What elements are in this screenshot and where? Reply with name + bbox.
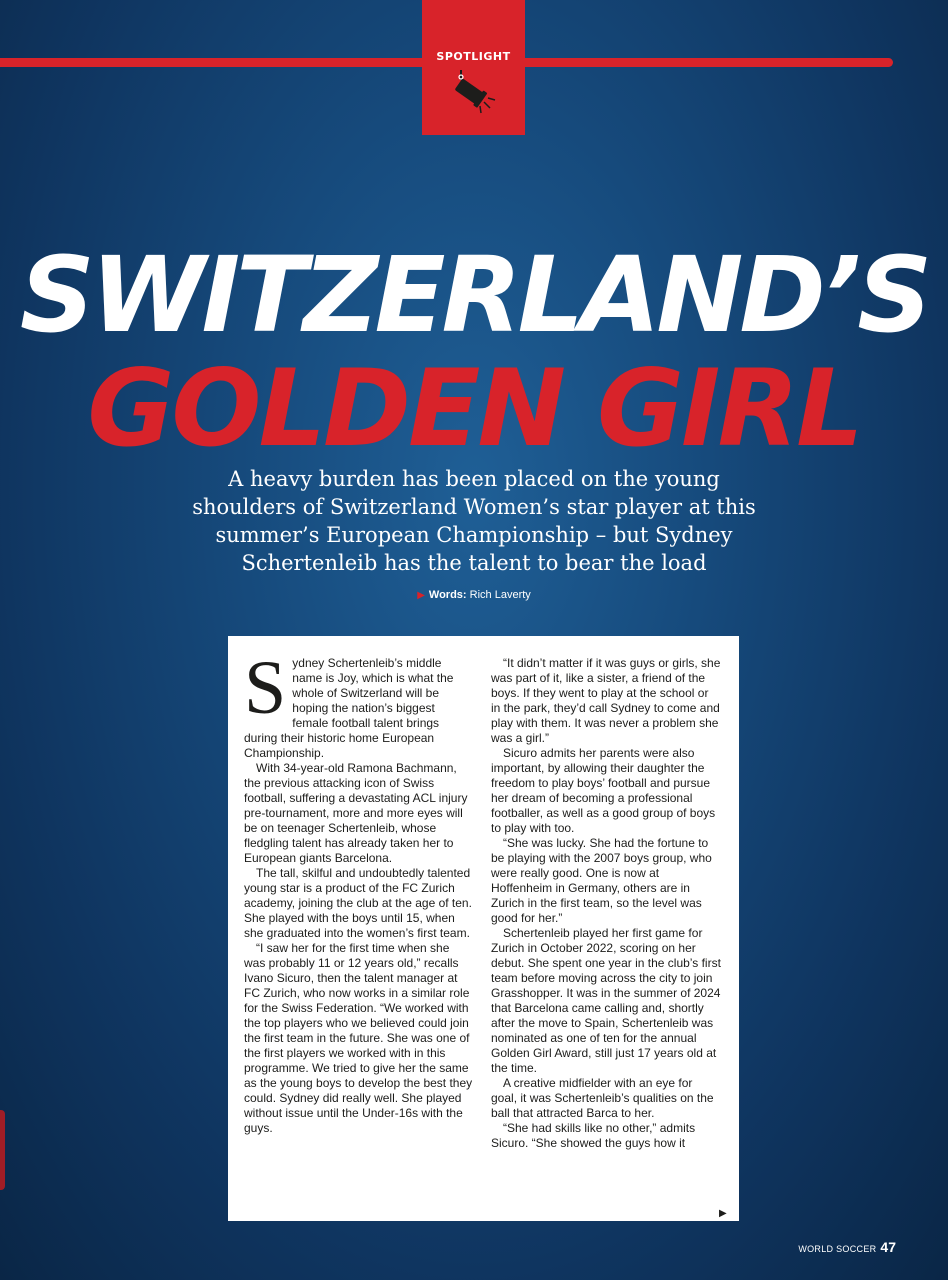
publication-name: WORLD SOCCER [798, 1244, 877, 1254]
article-panel [228, 636, 739, 1221]
article-column-left [244, 646, 474, 1136]
section-tab [422, 0, 525, 135]
article-paragraph: “It didn’t matter if it was guys or girls, she was part of it, like a sister, a friend of the boys. If they went to play at the school or in the park, they’d call Sydney to come and play with them. It was never a problem she was a girl.” [491, 656, 721, 745]
headline-line-2: GOLDEN GIRL [87, 347, 861, 470]
section-tag: SPOTLIGHT [436, 50, 511, 63]
article-paragraph: Sicuro admits her parents were also important, by allowing their daughter the freedom to play boys’ football and pursue her dream of becoming a professional footballer, as well as a good group of boys to play with too. [491, 746, 716, 835]
drop-cap: S [244, 646, 287, 730]
article-paragraph: With 34-year-old Ramona Bachmann, the previous attacking icon of Swiss football, suffering a devastating ACL injury pre-tournament, more and more eyes will be on teenager Schertenleib, whose fledgling talent has already taken her to European giants Barcelona. [244, 761, 468, 865]
article-paragraph-text: ydney Schertenleib’s middle name is Joy, which is what the whole of Switzerland will be hoping the nation’s biggest female football talent brings during their historic home European Championship. [244, 656, 454, 760]
article-paragraph: The tall, skilful and undoubtedly talented young star is a product of the FC Zurich academy, joining the club at the age of ten. She played with the boys until 15, when she graduated into the women’s first team. [244, 866, 472, 940]
article-paragraph [244, 646, 474, 761]
folio [798, 1239, 896, 1257]
standfirst-line: A heavy burden has been placed on the young [228, 467, 720, 491]
article-paragraph: A creative midfielder with an eye for goal, it was Schertenleib’s qualities on the ball that attracted Barca to her. [491, 1076, 714, 1120]
standfirst-line: shoulders of Switzerland Women’s star player at this [192, 495, 756, 519]
standfirst-line: summer’s European Championship – but Sydney [215, 523, 733, 547]
headline-line-1: SWITZERLAND’S [19, 234, 929, 356]
continue-arrow-icon: ▶ [719, 1208, 727, 1219]
byline-label: Words: [428, 589, 467, 601]
byline-author: Rich Laverty [469, 589, 531, 601]
standfirst [150, 465, 798, 577]
article-paragraph: Schertenleib played her first game for Zurich in October 2022, scoring on her debut. She spent one year in the club’s first team before moving across the city to join Grasshopper. It was in the summer of 2024 that Barcelona came calling and, shortly after the move to Spain, Schertenleib was nominated as one of ten for the annual Golden Girl Award, still just 17 years old at the time. [491, 926, 721, 1075]
play-triangle-icon: ▶ [417, 590, 425, 601]
standfirst-line: Schertenleib has the talent to bear the load [241, 551, 707, 575]
background-edge-shape [0, 1110, 5, 1190]
article-paragraph: “She was lucky. She had the fortune to be playing with the 2007 boys group, who were really good. One is now at Hoffenheim in Germany, others are in Zurich in the first team, so the level was good for her.” [491, 836, 712, 925]
article-column-right [491, 656, 721, 1151]
spotlight-lamp-icon [450, 68, 498, 116]
page-number: 47 [880, 1239, 896, 1255]
byline [0, 589, 948, 601]
article-paragraph: “I saw her for the first time when she was probably 11 or 12 years old,” recalls Ivano Sicuro, then the talent manager at FC Zurich, who now works in a similar role for the Swiss Federation. “We worked with the top players who we believed could join the first team in the future. She was one of the first players we worked with in this programme. We tried to give her the same as the young boys to develop the best they could. Sydney did really well. She played without issue until the Under-16s with the guys. [244, 941, 473, 1135]
article-paragraph: “She had skills like no other,” admits Sicuro. “She showed the guys how it [491, 1121, 696, 1150]
